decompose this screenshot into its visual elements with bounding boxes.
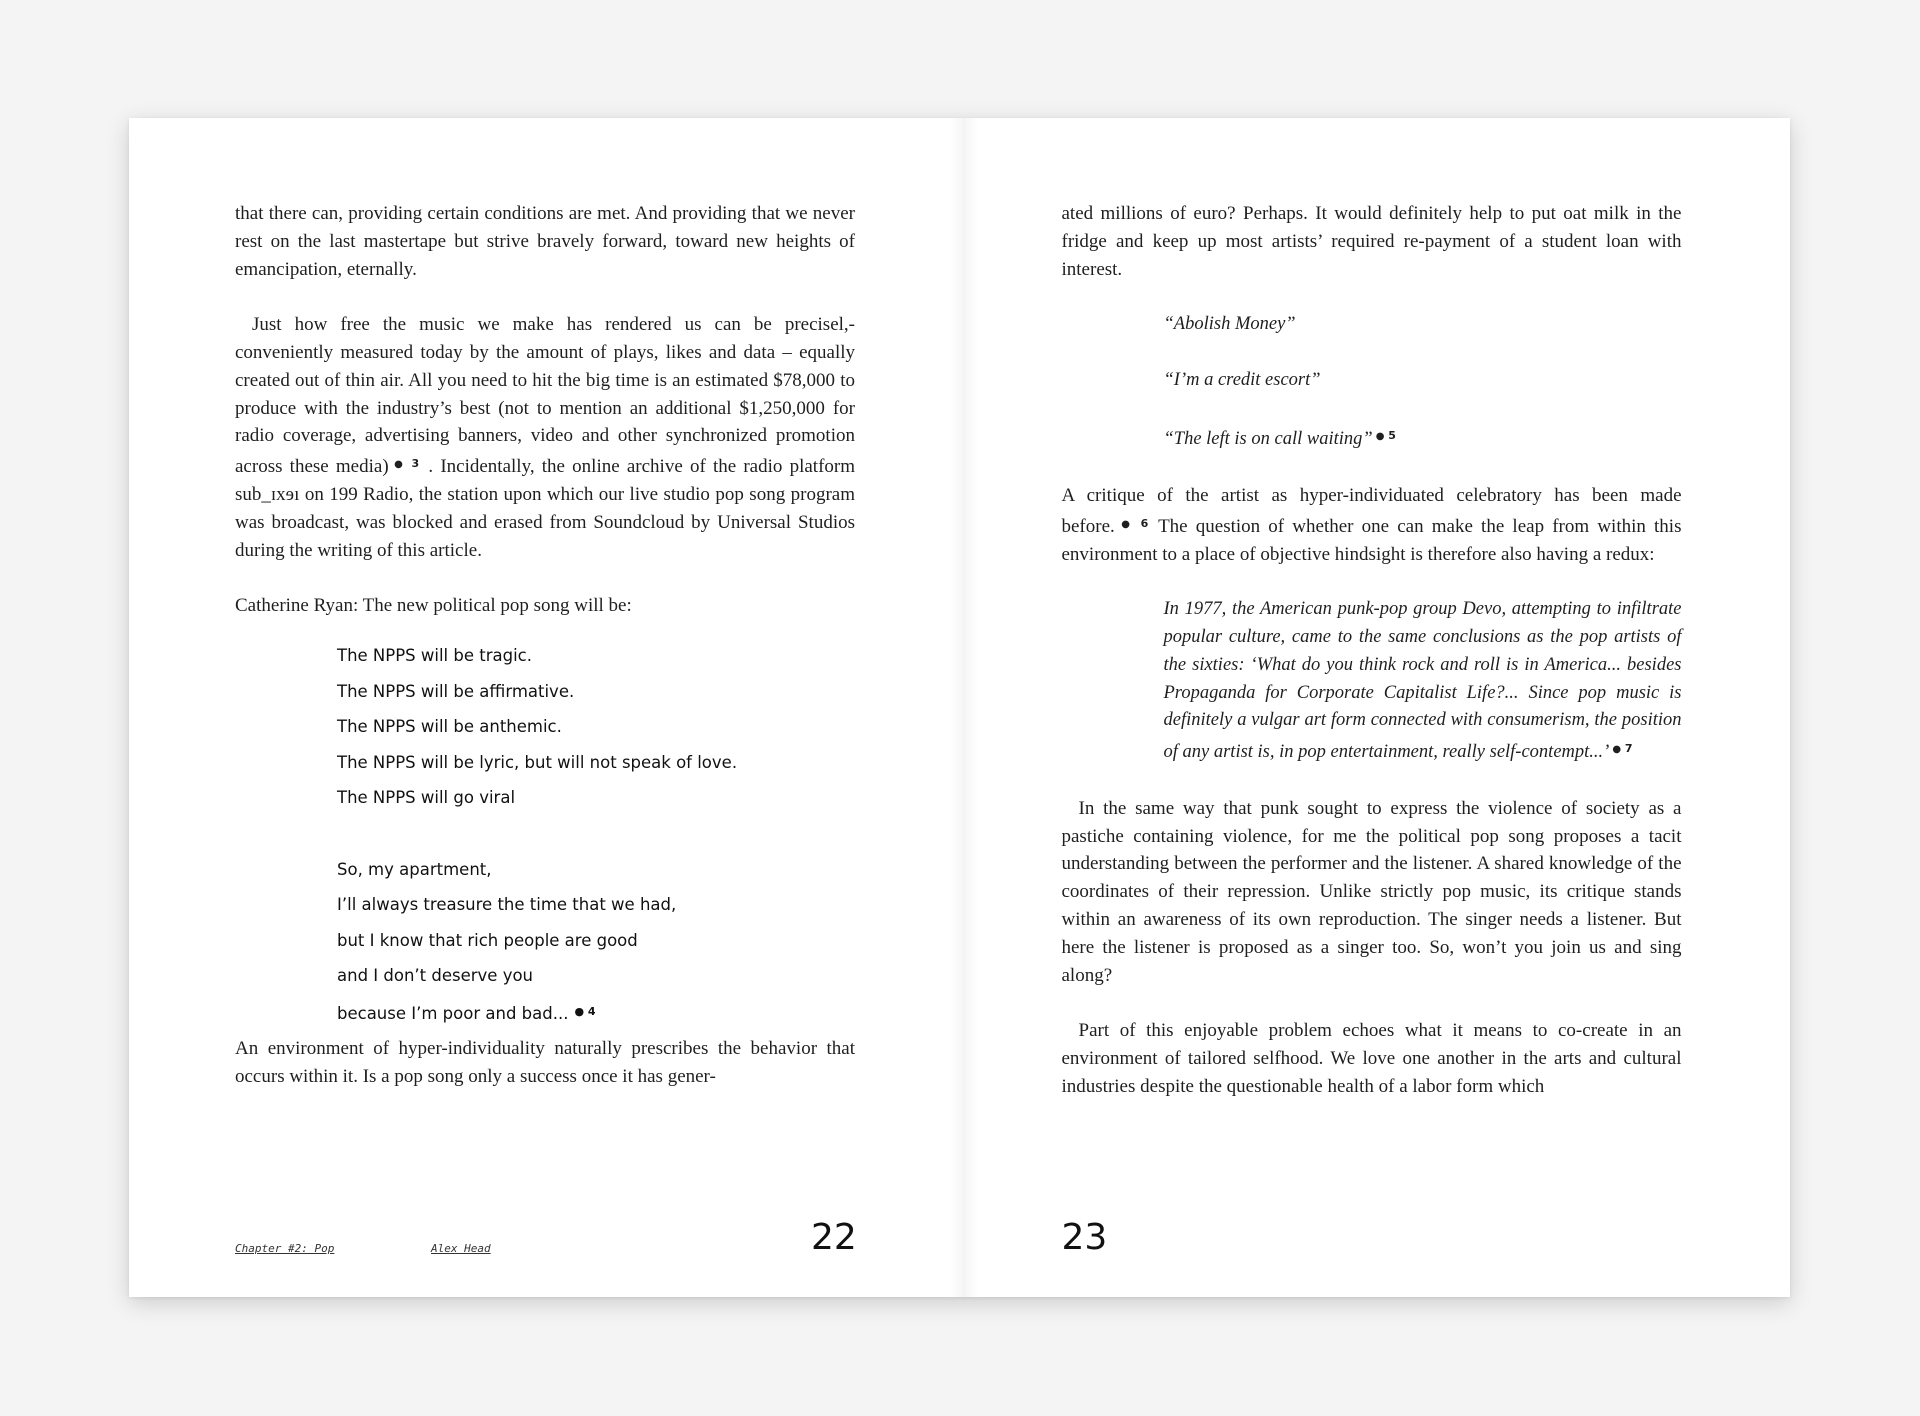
- footnote-marker-7: [1612, 742, 1632, 755]
- footnote-number: 3: [411, 457, 420, 471]
- footnote-number: 4: [587, 1004, 596, 1018]
- paragraph-enjoyable-problem: Part of this enjoyable problem echoes what it means to co-create in an environment of tailored selfhood. We love one another in the arts and cultural industries despite the questionable health of a labor form which: [1061, 1020, 1682, 1097]
- quote-left-waiting-text: “The left is on call waiting”: [1163, 429, 1373, 450]
- block-quote-text: In 1977, the American punk-pop group Devo, attempting to infiltrate popular culture, came to the same conclusions as the pop artists of the sixties: ‘What do you think rock and roll is in America... besides Propaganda for Corporate Capitalist Life?... Since pop music is definitely a vulgar art form connected with consumerism, the position of any artist is, in pop entertainment, really self-contempt...’: [1163, 599, 1682, 763]
- quote-abolish-money: “Abolish Money”: [1163, 314, 1296, 335]
- left-page: [129, 118, 960, 1297]
- footnote-number: 6: [1140, 516, 1149, 530]
- lyric-line: The NPPS will be lyric, but will not speak of love.: [337, 752, 738, 772]
- right-page: [960, 118, 1791, 1297]
- paragraph-catherine-ryan: Catherine Ryan: The new political pop song will be:: [235, 595, 632, 617]
- footnote-number: 5: [1388, 429, 1396, 443]
- left-page-body: [235, 200, 855, 1091]
- paragraph-punk: In the same way that punk sought to express the violence of society as a pastiche containing violence, for me the political pop song proposes a tacit understanding between the performer and the listener. A shared knowledge of the coordinates of their repression. Unlike strictly pop music, its critique stands within an awareness of its own reproduction. The singer needs a listener. But here the listener is proposed as a singer too. So, won’t you join us and sing along?: [1061, 797, 1682, 986]
- footnote-dot-icon: ●: [1117, 518, 1134, 530]
- lyric-line: So, my apartment,: [337, 859, 492, 879]
- lyric-line: The NPPS will go viral: [337, 788, 516, 808]
- quote-credit-escort: “I’m a credit escort”: [1163, 369, 1321, 390]
- lyric-line: The NPPS will be tragic.: [337, 645, 532, 665]
- paragraph-incidentally-text: . Incidentally, the online archive of the radio platform sub_ɪxɘı on 199 Radio, the station upon which our live studio pop song program was broadcast, was blocked and erased from Soundcloud by Universal Studios during the writing of this article.: [235, 456, 855, 561]
- footnote-dot-icon: ●: [574, 1004, 585, 1018]
- paragraph-free-music-text: Just how free the music we make has rendered us can be precisel,- conveniently measured today by the amount of plays, likes and data – equally created out of thin air. All you need to hit the big time is an estimated $78,000 to produce with the industry’s best (not to mention an additional $1,250,000 for radio coverage, advertising banners, video and other synchronized promotion across these media): [235, 314, 855, 478]
- footer-author: Alex Head: [431, 1242, 491, 1255]
- footnote-marker-5: [1376, 429, 1396, 442]
- lyric-line: The NPPS will be anthemic.: [337, 717, 562, 737]
- page-number-left: 22: [811, 1217, 857, 1258]
- footnote-dot-icon: ●: [1612, 744, 1622, 756]
- footer-chapter: Chapter #2: Pop: [235, 1242, 335, 1255]
- lyric-line: The NPPS will be affirmative.: [337, 681, 575, 701]
- paragraph-critique: [1062, 482, 1682, 568]
- lyric-line-text: because I’m poor and bad...: [337, 1003, 569, 1023]
- paragraph-question-text: The question of whether one can make the leap from within this environment to a place of objective hindsight is therefore also having a redux:: [1061, 515, 1682, 565]
- footnote-marker-6: [1118, 517, 1148, 530]
- lyric-line: I’ll always treasure the time that we had,: [337, 895, 677, 915]
- page-number-right: 23: [1061, 1217, 1108, 1258]
- right-page-body: [1062, 200, 1682, 1101]
- footnote-marker-3: [392, 457, 420, 470]
- paragraph-opening: that there can, providing certain conditions are met. And providing that we never rest on the last mastertape but strive bravely forward, toward new heights of emancipation, eternally.: [235, 203, 855, 280]
- lyric-line: but I know that rich people are good: [337, 930, 638, 950]
- lyric-line: and I don’t deserve you: [337, 966, 534, 986]
- quote-left-waiting: [1164, 422, 1682, 454]
- block-quote-devo: [1164, 596, 1682, 767]
- paragraph-continuation: ated millions of euro? Perhaps. It would definitely help to put oat milk in the fridge and keep up most artists’ required re-payment of a student loan with interest.: [1061, 203, 1682, 280]
- book-spread: [129, 118, 1790, 1297]
- lyric-line-last: [337, 994, 855, 1032]
- paragraph-hyper-individuality: An environment of hyper-individuality naturally prescribes the behavior that occurs within it. Is a pop song only a success once it has gener-: [235, 1038, 855, 1088]
- paragraph-critique-text: A critique of the artist as hyper-individuated celebratory has been made before.: [1061, 484, 1682, 537]
- footnote-dot-icon: ●: [391, 459, 406, 471]
- lyrics-block: [337, 638, 855, 1032]
- paragraph-free-music: [235, 311, 855, 564]
- footnote-marker-4: [574, 1005, 595, 1018]
- footnote-number: 7: [1624, 742, 1633, 756]
- footnote-dot-icon: ●: [1375, 431, 1385, 443]
